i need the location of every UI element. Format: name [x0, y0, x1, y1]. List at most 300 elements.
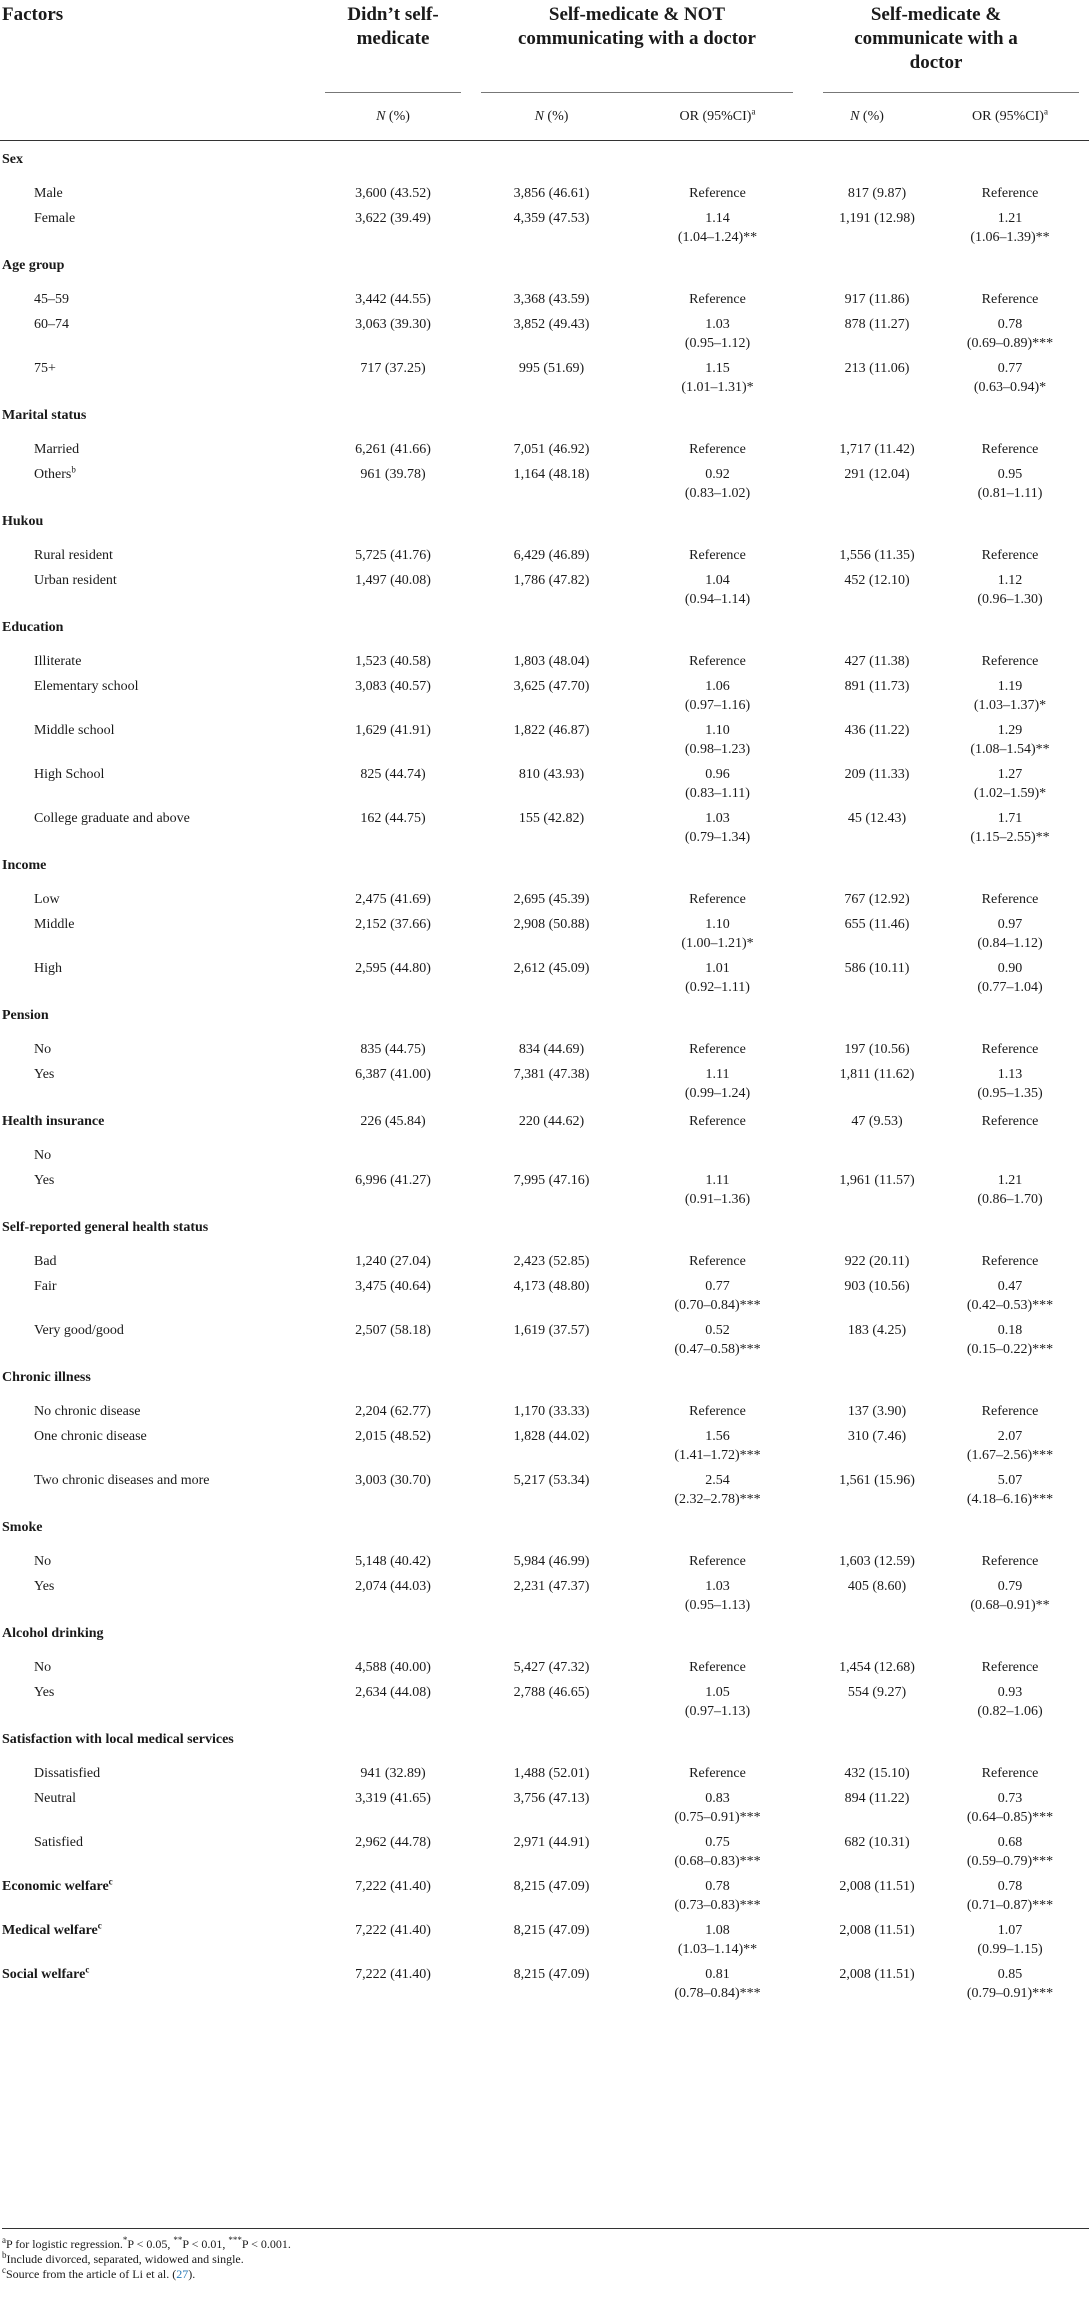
ci-cell-2: (0.95–1.12) [684, 336, 751, 351]
n-pct-cell-3: 45 (12.43) [847, 811, 907, 826]
row-label [0, 434, 315, 459]
n-pct-cell-2: 810 (43.93) [518, 767, 585, 782]
ci-spacer [803, 590, 931, 609]
ci-cell-2: (0.68–0.83)*** [674, 1854, 761, 1869]
ci-spacer [315, 334, 471, 353]
category-filler [315, 847, 1089, 884]
table-row [0, 1758, 1089, 1783]
category-row [0, 1615, 1089, 1652]
row-label [0, 1827, 315, 1852]
or-cell-3: 0.79 [997, 1579, 1023, 1594]
n-pct-cell-1: 2,204 (62.77) [355, 1404, 431, 1419]
n-pct-header-2: N (%) [471, 92, 632, 141]
or-cell-3: Reference [981, 1660, 1039, 1675]
col1-header: Didn’t self-medicate [347, 4, 439, 49]
row-label [0, 353, 315, 378]
row-label [0, 1915, 315, 1940]
or-cell-2: 1.03 [705, 317, 730, 332]
ci-spacer [803, 1984, 931, 2003]
ci-cell-3: (0.15–0.22)*** [966, 1342, 1054, 1357]
ci-spacer [315, 978, 471, 997]
ci-spacer [315, 1340, 471, 1359]
row-label-text: Rural resident [34, 548, 113, 563]
n-pct-cell-3: 1,191 (12.98) [839, 211, 915, 226]
or-cell-3: 2.07 [997, 1429, 1023, 1444]
or-cell-2: 1.14 [705, 211, 730, 226]
footnote-a: $^a$P for logistic regression.*P < 0.05, **P < 0.01, ***P < 0.001. [2, 2235, 291, 2251]
footnote-b: $^b$Include divorced, separated, widowed and single. [2, 2250, 244, 2266]
row-label [0, 540, 315, 565]
ci-cell-3: (0.77–1.04) [977, 980, 1043, 995]
row-label [0, 715, 315, 740]
row-label [0, 1871, 315, 1896]
row-label-text: Others [34, 467, 72, 482]
n-pct-cell-2: 2,788 (46.65) [513, 1685, 590, 1700]
ci-spacer [315, 1852, 471, 1871]
ci-spacer [0, 378, 315, 397]
ci-cell-2: (0.83–1.11) [685, 786, 750, 801]
n-pct-cell-2: 2,971 (44.91) [513, 1835, 590, 1850]
table-row-ci [0, 1446, 1089, 1465]
table-row [0, 353, 1089, 378]
n-pct-cell-1: 7,222 (41.40) [355, 1879, 431, 1894]
row-label-text: Elementary school [34, 679, 139, 694]
n-pct-cell-3: 891 (11.73) [844, 679, 910, 694]
ci-spacer [0, 590, 315, 609]
row-label [0, 1059, 315, 1084]
ci-spacer [0, 484, 315, 503]
ci-cell-3: (1.02–1.59)* [973, 786, 1047, 801]
ci-spacer [315, 1702, 471, 1721]
row-label-text: Bad [34, 1254, 57, 1269]
or-cell-3: Reference [981, 1404, 1039, 1419]
or-cell-2: 1.11 [705, 1067, 730, 1082]
n-pct-cell-1 [315, 1140, 471, 1165]
category-filler [315, 503, 1089, 540]
ci-spacer [471, 1340, 632, 1359]
row-label-text: Yes [34, 1067, 55, 1082]
ci-cell-3: (0.95–1.35) [977, 1086, 1043, 1101]
n-pct-cell-3: 310 (7.46) [847, 1429, 907, 1444]
row-label [0, 1546, 315, 1571]
table-row [0, 1059, 1089, 1084]
ci-cell-3: (1.03–1.37)* [973, 698, 1047, 713]
or-cell-2: 0.92 [705, 467, 730, 482]
n-pct-cell-2: 1,170 (33.33) [513, 1404, 590, 1419]
category-row [0, 1509, 1089, 1546]
n-pct-cell-1: 2,475 (41.69) [355, 892, 431, 907]
n-pct-cell-3: 452 (12.10) [844, 573, 910, 588]
n-pct-cell-2: 8,215 (47.09) [513, 1967, 590, 1982]
ci-spacer [315, 228, 471, 247]
or-cell-2: 0.78 [705, 1879, 730, 1894]
row-label-text: Low [34, 892, 60, 907]
row-label [0, 1571, 315, 1596]
or-cell-3: 1.71 [997, 811, 1023, 826]
n-pct-cell-3: 817 (9.87) [847, 186, 907, 201]
or-cell-3: 0.95 [997, 467, 1023, 482]
table-row [0, 1465, 1089, 1490]
n-pct-cell-3: 213 (11.06) [844, 361, 910, 376]
ci-spacer [0, 334, 315, 353]
ci-cell-3: (0.86–1.70) [977, 1192, 1043, 1207]
n-pct-cell-3: 922 (20.11) [844, 1254, 910, 1269]
row-label [0, 1165, 315, 1190]
category-title: Pension [2, 1008, 49, 1023]
ci-cell-2: (0.83–1.02) [684, 486, 751, 501]
or-cell-3: Reference [981, 1766, 1039, 1781]
ci-cell-3: (0.82–1.06) [977, 1704, 1043, 1719]
row-label [0, 759, 315, 784]
ci-spacer [315, 1808, 471, 1827]
n-pct-cell-1: 3,319 (41.65) [355, 1791, 431, 1806]
n-pct-cell-3: 137 (3.90) [847, 1404, 907, 1419]
or-cell-2: Reference [689, 442, 746, 457]
or-cell-2: 1.08 [705, 1923, 730, 1938]
ci-spacer [0, 1852, 315, 1871]
or-cell-2: Reference [689, 1554, 746, 1569]
n-pct-cell-3: 682 (10.31) [844, 1835, 910, 1850]
table-row-ci [0, 1490, 1089, 1509]
row-label [0, 178, 315, 203]
ci-spacer [471, 228, 632, 247]
n-pct-cell-3: 1,556 (11.35) [839, 548, 915, 563]
table-row [0, 953, 1089, 978]
n-pct-cell-1: 835 (44.75) [360, 1042, 426, 1057]
n-pct-cell-2: 3,625 (47.70) [513, 679, 590, 694]
n-pct-cell-2: 2,695 (45.39) [513, 892, 590, 907]
ci-cell-2: (0.95–1.13) [684, 1598, 751, 1613]
n-pct-cell-2: 1,828 (44.02) [513, 1429, 590, 1444]
category-filler [315, 1359, 1089, 1396]
n-pct-cell-2: 7,995 (47.16) [513, 1173, 590, 1188]
n-pct-cell-1: 6,996 (41.27) [355, 1173, 431, 1188]
or-cell-3: Reference [981, 1254, 1039, 1269]
ci-cell-2: (1.04–1.24)** [677, 230, 758, 245]
ci-spacer [471, 378, 632, 397]
row-label [0, 1783, 315, 1808]
or-cell-3: 1.21 [997, 1173, 1023, 1188]
ci-cell-2: (1.03–1.14)** [677, 1942, 758, 1957]
ci-spacer [315, 828, 471, 847]
row-label-text: Neutral [34, 1791, 76, 1806]
table-row-ci [0, 1702, 1089, 1721]
row-label [0, 203, 315, 228]
ci-spacer [0, 784, 315, 803]
n-pct-cell-2: 220 (44.62) [518, 1114, 585, 1129]
n-pct-cell-1: 3,622 (39.49) [355, 211, 431, 226]
category-title: Smoke [2, 1520, 43, 1535]
row-label [0, 1140, 315, 1165]
category-row [0, 1359, 1089, 1396]
n-pct-cell-3: 1,561 (15.96) [839, 1473, 915, 1488]
category-filler [315, 141, 1089, 179]
n-pct-cell-2: 5,217 (53.34) [513, 1473, 590, 1488]
or-cell-3: 0.93 [997, 1685, 1023, 1700]
ci-spacer [0, 1490, 315, 1509]
n-pct-cell-2: 8,215 (47.09) [513, 1923, 590, 1938]
ci-spacer [315, 1296, 471, 1315]
or-cell-2: Reference [689, 292, 746, 307]
n-pct-cell-3: 209 (11.33) [844, 767, 910, 782]
n-pct-cell-1: 7,222 (41.40) [355, 1923, 431, 1938]
ci-spacer [315, 934, 471, 953]
or-cell-2: 1.15 [705, 361, 730, 376]
n-pct-cell-2: 1,164 (48.18) [513, 467, 590, 482]
table-row [0, 540, 1089, 565]
row-label [0, 1421, 315, 1446]
ci-spacer [803, 1084, 931, 1103]
n-pct-cell-2: 1,488 (52.01) [513, 1766, 590, 1781]
row-label [0, 671, 315, 696]
or-cell-2: Reference [689, 654, 746, 669]
n-pct-cell-3: 1,961 (11.57) [839, 1173, 915, 1188]
n-pct-cell-1: 2,015 (48.52) [355, 1429, 431, 1444]
row-label-footnote-mark: c [108, 1876, 113, 1887]
row-label-text: One chronic disease [34, 1429, 147, 1444]
or-cell-2: 0.52 [705, 1323, 730, 1338]
ci-spacer [471, 978, 632, 997]
or-cell-3: Reference [981, 442, 1039, 457]
n-pct-cell-3: 427 (11.38) [844, 654, 910, 669]
ci-spacer [315, 590, 471, 609]
ci-cell-2: (2.32–2.78)*** [674, 1492, 761, 1507]
category-row [0, 397, 1089, 434]
or-cell-2: 0.77 [705, 1279, 730, 1294]
ci-spacer [471, 590, 632, 609]
or-cell-3: 0.18 [997, 1323, 1023, 1338]
ci-spacer [315, 1940, 471, 1959]
table-row-ci [0, 590, 1089, 609]
ci-spacer [315, 378, 471, 397]
ci-spacer [0, 740, 315, 759]
table-row [0, 565, 1089, 590]
category-row [0, 247, 1089, 284]
ci-spacer [471, 1490, 632, 1509]
ci-spacer [803, 740, 931, 759]
n-pct-cell-1: 3,063 (39.30) [355, 317, 431, 332]
or-cell-3: Reference [981, 654, 1039, 669]
n-pct-cell-1: 3,003 (30.70) [355, 1473, 431, 1488]
n-pct-cell-3: 586 (10.11) [844, 961, 910, 976]
or-cell-2: 1.10 [705, 723, 730, 738]
table-row-ci [0, 696, 1089, 715]
n-pct-cell-2: 4,173 (48.80) [513, 1279, 590, 1294]
row-label [0, 884, 315, 909]
ci-spacer [471, 828, 632, 847]
col2-header: Self-medicate & NOT communicating with a doctor [517, 4, 756, 49]
ci-spacer [471, 1702, 632, 1721]
n-pct-cell-3: 655 (11.46) [844, 917, 910, 932]
ci-spacer [0, 696, 315, 715]
ci-spacer [803, 484, 931, 503]
n-pct-cell-1: 6,261 (41.66) [355, 442, 431, 457]
category-title: Chronic illness [2, 1370, 91, 1385]
table-row-ci [0, 1084, 1089, 1103]
row-label-text: Yes [34, 1173, 55, 1188]
table-row [0, 1396, 1089, 1421]
table-row-ci [0, 484, 1089, 503]
table-row [0, 434, 1089, 459]
ci-spacer [803, 1702, 931, 1721]
n-pct-cell-1: 162 (44.75) [360, 811, 426, 826]
or-cell-2: Reference [689, 186, 746, 201]
n-pct-cell-2: 3,756 (47.13) [513, 1791, 590, 1806]
ci-spacer [471, 1296, 632, 1315]
n-pct-cell-2: 155 (42.82) [518, 811, 585, 826]
row-label-text: Male [34, 186, 63, 201]
ci-spacer [315, 784, 471, 803]
table-row-ci [0, 1190, 1089, 1209]
or-cell-2: Reference [689, 1660, 746, 1675]
table-row-ci [0, 1940, 1089, 1959]
ci-cell-2: (0.97–1.16) [684, 698, 751, 713]
row-label-text: Middle school [34, 723, 115, 738]
ci-cell-3: (0.63–0.94)* [973, 380, 1047, 395]
n-pct-cell-2: 1,803 (48.04) [513, 654, 590, 669]
ci-spacer [803, 228, 931, 247]
ci-cell-3: (0.42–0.53)*** [966, 1298, 1054, 1313]
ci-spacer [315, 1084, 471, 1103]
n-pct-cell-3: 903 (10.56) [844, 1279, 910, 1294]
row-label-text: Yes [34, 1685, 55, 1700]
row-label-text: 75+ [34, 361, 56, 376]
category-filler [315, 1721, 1089, 1758]
table-row [0, 178, 1089, 203]
ci-spacer [803, 334, 931, 353]
ci-spacer [0, 1596, 315, 1615]
table-row [0, 671, 1089, 696]
ci-spacer [803, 1596, 931, 1615]
ci-cell-2: (0.99–1.24) [684, 1086, 751, 1101]
n-pct-cell-2: 7,051 (46.92) [513, 442, 590, 457]
or-cell-3 [931, 1140, 1089, 1165]
category-title: Health insurance [2, 1114, 105, 1129]
n-pct-cell-1: 717 (37.25) [360, 361, 426, 376]
ci-spacer [315, 484, 471, 503]
ci-cell-2: (0.91–1.36) [684, 1192, 751, 1207]
category-filler [315, 1209, 1089, 1246]
reference-link[interactable]: 27 [176, 2267, 189, 2281]
or-cell-3: Reference [981, 1042, 1039, 1057]
or-cell-3: Reference [981, 892, 1039, 907]
row-label [0, 646, 315, 671]
category-title: Satisfaction with local medical services [2, 1732, 234, 1747]
n-pct-cell-2: 1,786 (47.82) [513, 573, 590, 588]
n-pct-cell-2: 2,231 (47.37) [513, 1579, 590, 1594]
ci-spacer [315, 1896, 471, 1915]
or-cell-3: 0.90 [997, 961, 1023, 976]
n-pct-cell-3: 183 (4.25) [847, 1323, 907, 1338]
ci-spacer [803, 1340, 931, 1359]
row-label [0, 1246, 315, 1271]
ci-spacer [803, 696, 931, 715]
or-cell-3: 0.78 [997, 317, 1023, 332]
row-label [0, 1315, 315, 1340]
col3-header: Self-medicate & communicate with a doctor [854, 4, 1018, 73]
ci-spacer [471, 740, 632, 759]
category-row [0, 141, 1089, 179]
row-label-text: No [34, 1042, 52, 1057]
row-label [0, 565, 315, 590]
n-pct-cell-1: 1,629 (41.91) [355, 723, 431, 738]
n-pct-cell-3: 2,008 (11.51) [839, 1879, 915, 1894]
ci-spacer [803, 934, 931, 953]
table-row [0, 1827, 1089, 1852]
table-row [0, 1421, 1089, 1446]
row-label-text: College graduate and above [34, 811, 190, 826]
n-pct-cell-3: 197 (10.56) [844, 1042, 910, 1057]
table-row-ci [0, 740, 1089, 759]
category-row [0, 609, 1089, 646]
category-row [0, 847, 1089, 884]
ci-spacer [471, 1596, 632, 1615]
or-cell-3: Reference [981, 186, 1039, 201]
or-cell-3: 1.12 [997, 573, 1023, 588]
ci-cell-2: (0.47–0.58)*** [674, 1342, 761, 1357]
or-cell-3: 1.21 [997, 211, 1023, 226]
n-pct-cell-3: 2,008 (11.51) [839, 1923, 915, 1938]
ci-spacer [315, 1596, 471, 1615]
ci-cell-3: (0.64–0.85)*** [966, 1810, 1054, 1825]
table-row [0, 1571, 1089, 1596]
n-pct-cell-1: 6,387 (41.00) [355, 1067, 431, 1082]
ci-cell-2: (1.00–1.21)* [681, 936, 754, 951]
table-row-ci [0, 1984, 1089, 2003]
category-title: Hukou [2, 514, 44, 529]
n-pct-cell-2: 3,368 (43.59) [513, 292, 590, 307]
ci-spacer [0, 1446, 315, 1465]
n-pct-cell-3: 917 (11.86) [844, 292, 910, 307]
row-label-text: Urban resident [34, 573, 117, 588]
or-cell-2: 1.11 [705, 1173, 730, 1188]
or-cell-2: 0.83 [705, 1791, 730, 1806]
row-label [0, 953, 315, 978]
or-cell-3: Reference [981, 1554, 1039, 1569]
n-pct-cell-2: 3,856 (46.61) [513, 186, 590, 201]
n-pct-cell-3: 767 (12.92) [844, 892, 910, 907]
ci-spacer [471, 934, 632, 953]
ci-spacer [471, 784, 632, 803]
row-label-text: Two chronic diseases and more [34, 1473, 210, 1488]
ci-cell-3: (0.81–1.11) [977, 486, 1043, 501]
ci-cell-3: (4.18–6.16)*** [966, 1492, 1054, 1507]
ci-cell-3: (0.69–0.89)*** [966, 336, 1054, 351]
n-pct-cell-3: 47 (9.53) [851, 1114, 903, 1129]
or-cell-2: Reference [689, 1766, 746, 1781]
category-filler [315, 997, 1089, 1034]
table-row-ci [0, 1896, 1089, 1915]
row-label [0, 284, 315, 309]
n-pct-cell-1: 1,240 (27.04) [355, 1254, 431, 1269]
or-cell-2: 0.96 [705, 767, 730, 782]
category-row [0, 503, 1089, 540]
row-label [0, 1677, 315, 1702]
n-pct-cell-2: 5,427 (47.32) [513, 1660, 590, 1675]
category-title: Sex [2, 152, 23, 167]
or-cell-3: 0.78 [997, 1879, 1023, 1894]
or-cell-2: Reference [689, 1114, 746, 1129]
or-cell-3: 1.13 [997, 1067, 1023, 1082]
ci-cell-3: (1.67–2.56)*** [966, 1448, 1054, 1463]
row-label-text: Married [34, 442, 80, 457]
or-cell-3: Reference [981, 548, 1039, 563]
category-filler [315, 1509, 1089, 1546]
or-cell-2: 1.56 [705, 1429, 730, 1444]
table-row [0, 1783, 1089, 1808]
or-cell-2: 1.04 [705, 573, 730, 588]
n-pct-cell-3: 405 (8.60) [847, 1579, 907, 1594]
